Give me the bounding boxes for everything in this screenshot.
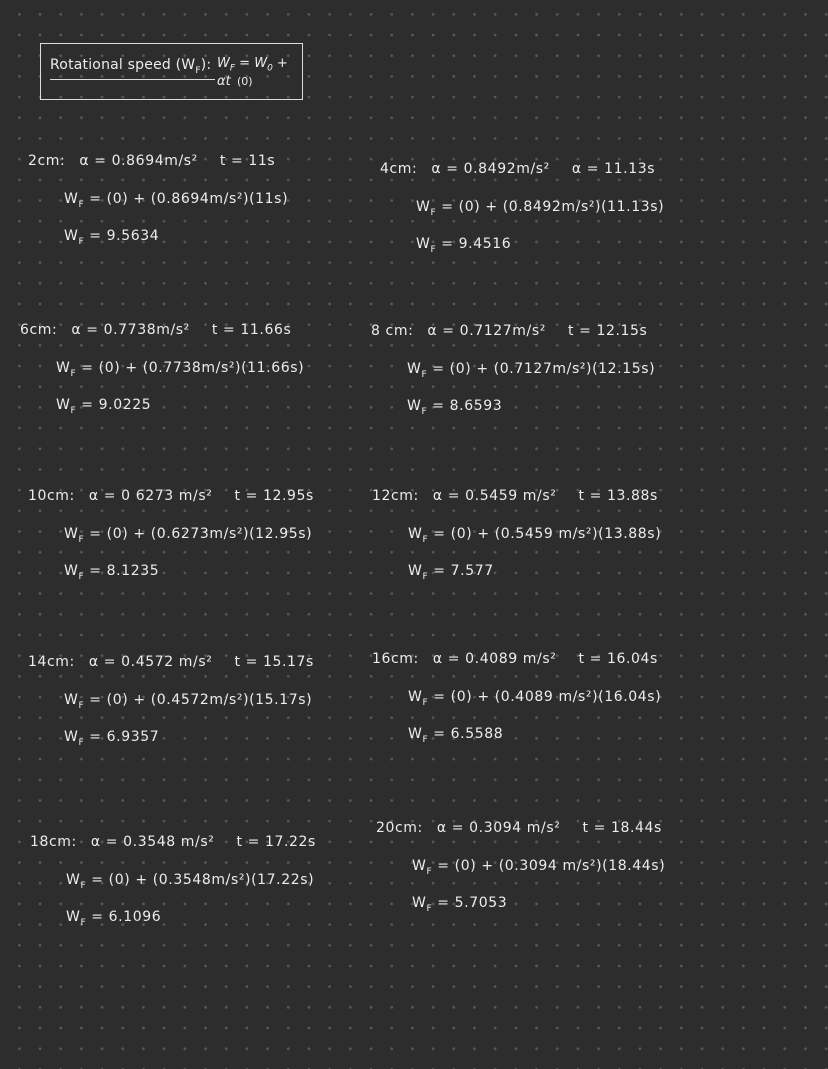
w-symbol: W bbox=[416, 199, 431, 215]
page-title bbox=[50, 57, 215, 80]
result-value: = 9.4516 bbox=[441, 236, 512, 252]
w-subscript: F bbox=[70, 405, 77, 416]
formula-mid: = W bbox=[235, 56, 268, 71]
calculation-line bbox=[64, 526, 312, 545]
result-line bbox=[56, 397, 151, 416]
result-value: = 5.7053 bbox=[437, 895, 508, 911]
alpha-value: α = 0.7738m/s² bbox=[71, 322, 190, 338]
w-symbol: W bbox=[407, 398, 422, 414]
entry-header bbox=[30, 834, 316, 850]
w-symbol: W bbox=[408, 726, 423, 742]
w-subscript: F bbox=[78, 700, 85, 711]
calculation-line bbox=[408, 526, 661, 545]
entry-12cm bbox=[372, 488, 732, 618]
title-box bbox=[40, 43, 303, 100]
result-value: = 9.5634 bbox=[89, 228, 160, 244]
calculation: = (0) + (0.3548m/s²)(17.22s) bbox=[91, 872, 315, 888]
w-subscript: F bbox=[422, 734, 429, 745]
w-subscript: F bbox=[78, 571, 85, 582]
w-symbol: W bbox=[408, 526, 423, 542]
w-symbol: W bbox=[64, 228, 79, 244]
w-subscript: F bbox=[80, 880, 87, 891]
entry-header bbox=[371, 323, 647, 339]
calculation: = (0) + (0.5459 m/s²)(13.88s) bbox=[433, 526, 662, 542]
entry-label: 8 cm: bbox=[371, 323, 414, 339]
w-symbol: W bbox=[56, 397, 71, 413]
entry-header bbox=[376, 820, 662, 836]
entry-label: 10cm: bbox=[28, 488, 75, 504]
alpha-value: α = 0 6273 m/s² bbox=[88, 488, 213, 504]
result-line bbox=[408, 726, 503, 745]
w-symbol: W bbox=[64, 729, 79, 745]
entry-4cm bbox=[380, 161, 740, 291]
w-symbol: W bbox=[412, 858, 427, 874]
alpha-value: α = 0.3548 m/s² bbox=[90, 834, 215, 850]
entry-6cm bbox=[20, 322, 380, 452]
alpha-value: α = 0.4089 m/s² bbox=[432, 651, 557, 667]
entry-8cm bbox=[371, 323, 731, 453]
w-subscript: F bbox=[421, 369, 428, 380]
entry-label: 20cm: bbox=[376, 820, 423, 836]
w-subscript: F bbox=[78, 534, 85, 545]
calculation-line bbox=[408, 689, 661, 708]
time-value: t = 18.44s bbox=[582, 820, 662, 836]
entry-label: 4cm: bbox=[380, 161, 418, 177]
entry-10cm bbox=[28, 488, 388, 618]
entry-20cm bbox=[376, 820, 736, 950]
entry-label: 16cm: bbox=[372, 651, 419, 667]
entry-header bbox=[28, 654, 314, 670]
w-symbol: W bbox=[64, 191, 79, 207]
calculation-line bbox=[416, 199, 664, 218]
result-value: = 6.9357 bbox=[89, 729, 160, 745]
calculation-line bbox=[64, 692, 312, 711]
entry-label: 14cm: bbox=[28, 654, 75, 670]
result-value: = 8.6593 bbox=[432, 398, 503, 414]
calculation-line bbox=[56, 360, 304, 379]
w-symbol: W bbox=[408, 563, 423, 579]
alpha-value: α = 0.8694m/s² bbox=[79, 153, 198, 169]
alpha-value: α = 0.8492m/s² bbox=[431, 161, 550, 177]
formula-note: (0) bbox=[237, 75, 253, 88]
w-symbol: W bbox=[416, 236, 431, 252]
entry-header bbox=[372, 488, 658, 504]
formula-sub-0: 0 bbox=[267, 63, 273, 74]
formula-sub-f: F bbox=[229, 63, 236, 74]
entry-14cm bbox=[28, 654, 388, 784]
time-value: α = 11.13s bbox=[571, 161, 656, 177]
time-value: t = 16.04s bbox=[578, 651, 658, 667]
w-subscript: F bbox=[422, 697, 429, 708]
calculation: = (0) + (0.3094 m/s²)(18.44s) bbox=[437, 858, 666, 874]
time-value: t = 12.95s bbox=[234, 488, 314, 504]
w-symbol: W bbox=[412, 895, 427, 911]
entry-18cm bbox=[30, 834, 390, 964]
result-line bbox=[64, 228, 159, 247]
w-subscript: F bbox=[421, 406, 428, 417]
w-subscript: F bbox=[78, 199, 85, 210]
result-line bbox=[416, 236, 511, 255]
time-value: t = 11s bbox=[219, 153, 276, 169]
calculation: = (0) + (0.4572m/s²)(15.17s) bbox=[89, 692, 313, 708]
calculation: = (0) + (0.6273m/s²)(12.95s) bbox=[89, 526, 313, 542]
w-subscript: F bbox=[422, 534, 429, 545]
calculation: = (0) + (0.8694m/s²)(11s) bbox=[89, 191, 289, 207]
w-subscript: F bbox=[426, 903, 433, 914]
result-line bbox=[412, 895, 507, 914]
calculation: = (0) + (0.7127m/s²)(12.15s) bbox=[432, 361, 656, 377]
entry-2cm bbox=[28, 153, 388, 283]
entry-header bbox=[20, 322, 291, 338]
formula-tail: + αt bbox=[217, 56, 288, 89]
formula-w: W bbox=[217, 56, 230, 71]
alpha-value: α = 0.4572 m/s² bbox=[88, 654, 213, 670]
w-symbol: W bbox=[408, 689, 423, 705]
calculation-line bbox=[412, 858, 665, 877]
time-value: t = 11.66s bbox=[211, 322, 292, 338]
w-subscript: F bbox=[426, 866, 433, 877]
result-line bbox=[66, 909, 161, 928]
w-subscript: F bbox=[70, 368, 77, 379]
w-symbol: W bbox=[66, 909, 81, 925]
alpha-value: α = 0.7127m/s² bbox=[427, 323, 546, 339]
alpha-value: α = 0.5459 m/s² bbox=[432, 488, 557, 504]
entry-header bbox=[372, 651, 658, 667]
w-subscript: F bbox=[430, 207, 437, 218]
result-value: = 7.577 bbox=[433, 563, 494, 579]
entry-header bbox=[28, 488, 314, 504]
result-line bbox=[407, 398, 502, 417]
result-line bbox=[64, 563, 159, 582]
alpha-value: α = 0.3094 m/s² bbox=[436, 820, 561, 836]
entry-16cm bbox=[372, 651, 732, 781]
time-value: t = 15.17s bbox=[234, 654, 314, 670]
result-line bbox=[408, 563, 494, 582]
result-value: = 9.0225 bbox=[81, 397, 152, 413]
result-value: = 6.5588 bbox=[433, 726, 504, 742]
calculation-line bbox=[407, 361, 655, 380]
entry-label: 6cm: bbox=[20, 322, 58, 338]
w-subscript: F bbox=[78, 236, 85, 247]
entry-header bbox=[28, 153, 275, 169]
title-tail: ): bbox=[200, 57, 212, 73]
result-line bbox=[64, 729, 159, 748]
w-subscript: F bbox=[430, 244, 437, 255]
formula bbox=[217, 56, 302, 89]
entry-label: 12cm: bbox=[372, 488, 419, 504]
w-symbol: W bbox=[64, 563, 79, 579]
time-value: t = 17.22s bbox=[236, 834, 316, 850]
entry-header bbox=[380, 161, 655, 177]
calculation: = (0) + (0.4089 m/s²)(16.04s) bbox=[433, 689, 662, 705]
title-text: Rotational speed (W bbox=[50, 57, 196, 73]
w-subscript: F bbox=[78, 737, 85, 748]
w-subscript: F bbox=[422, 571, 429, 582]
entry-label: 18cm: bbox=[30, 834, 77, 850]
w-symbol: W bbox=[56, 360, 71, 376]
w-symbol: W bbox=[66, 872, 81, 888]
w-subscript: F bbox=[80, 917, 87, 928]
calculation-line bbox=[66, 872, 314, 891]
title-subscript: F bbox=[195, 65, 201, 76]
time-value: t = 12.15s bbox=[567, 323, 648, 339]
calculation: = (0) + (0.8492m/s²)(11.13s) bbox=[441, 199, 665, 215]
w-symbol: W bbox=[64, 526, 79, 542]
time-value: t = 13.88s bbox=[578, 488, 658, 504]
result-value: = 8.1235 bbox=[89, 563, 160, 579]
w-symbol: W bbox=[407, 361, 422, 377]
entry-label: 2cm: bbox=[28, 153, 66, 169]
calculation-line bbox=[64, 191, 288, 210]
calculation: = (0) + (0.7738m/s²)(11.66s) bbox=[81, 360, 305, 376]
w-symbol: W bbox=[64, 692, 79, 708]
result-value: = 6.1096 bbox=[91, 909, 162, 925]
